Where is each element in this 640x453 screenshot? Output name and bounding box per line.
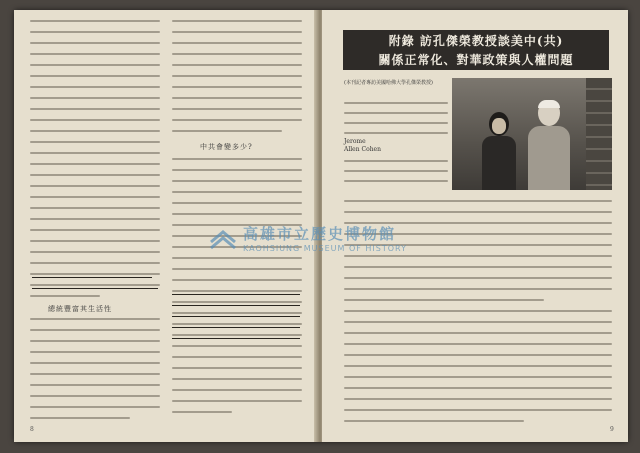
interview-photo — [452, 78, 612, 190]
photo-person-man — [528, 100, 570, 190]
article-title — [343, 30, 609, 70]
right-page-number: 9 — [610, 426, 614, 433]
photo-person-woman — [482, 112, 516, 190]
article-title-line-2: 關係正常化、對華政策與人權問題 — [378, 53, 574, 67]
left-heading-2: 總統豐富其生活性 — [48, 305, 112, 313]
left-page-number: 8 — [30, 426, 34, 433]
left-heading-1: 中共會變多少? — [200, 143, 253, 151]
museum-watermark — [209, 213, 469, 263]
watermark-name-en: KAOHSIUNG MUSEUM OF HISTORY — [243, 244, 407, 253]
photo-caption: (本刊記者專訪美國哈佛大學孔傑榮教授) — [344, 80, 433, 86]
article-title-line-1: 附錄 訪孔傑榮教授談美中(共) — [388, 34, 564, 48]
intro-column-lower — [344, 158, 448, 198]
left-column-1 — [30, 18, 160, 418]
watermark-name-zh: 高雄市立歷史博物館 — [243, 225, 397, 243]
museum-logo-icon — [209, 224, 237, 252]
person-name-english: Jerome Allen Cohen — [344, 138, 381, 153]
photo-bookshelf — [586, 78, 612, 190]
book-spread — [14, 10, 628, 442]
